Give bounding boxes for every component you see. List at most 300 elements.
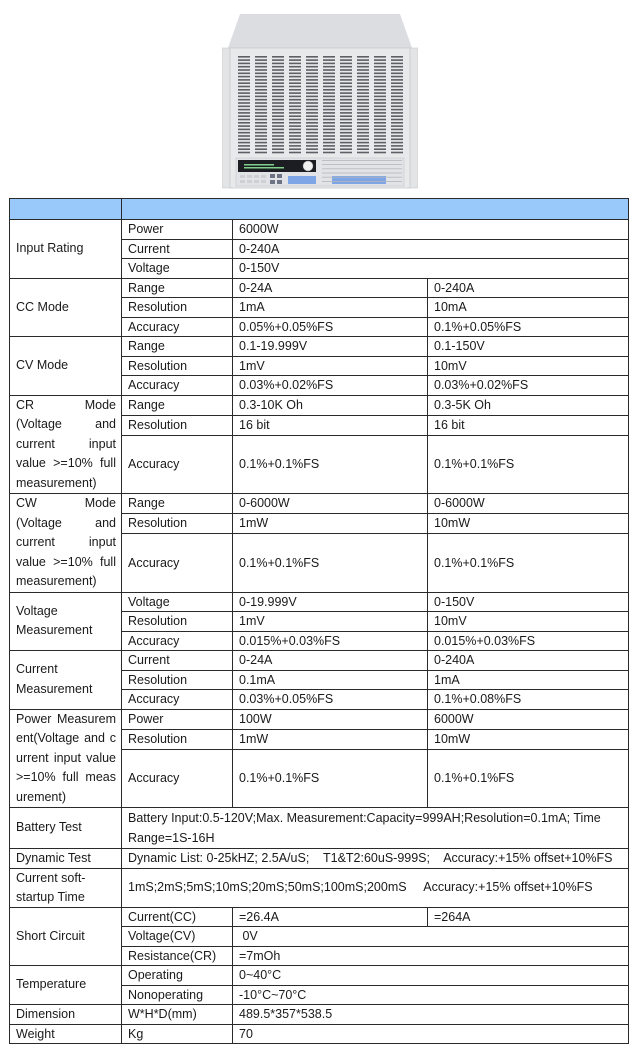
- vent-slot: [340, 99, 352, 101]
- vent-slot: [374, 145, 386, 147]
- value-cell: =7mOh: [233, 946, 629, 966]
- param-cell: Accuracy: [122, 376, 233, 396]
- group-power-measurement: Power Measurement(Voltage and current input value >=10% full measurement): [10, 709, 122, 808]
- vent-slot: [374, 92, 386, 94]
- vent-slot: [289, 86, 301, 88]
- vent-slot: [289, 148, 301, 150]
- high-range-cell: 0-240A: [428, 278, 629, 298]
- vent-slot: [272, 112, 284, 114]
- vent-slot: [323, 112, 335, 114]
- param-cell: Accuracy: [122, 690, 233, 710]
- param-cell: Kg: [122, 1024, 233, 1044]
- high-range-cell: 10mA: [428, 298, 629, 318]
- vent-slot: [272, 96, 284, 98]
- vent-slot: [306, 115, 318, 117]
- vent-slot: [391, 92, 403, 94]
- vent-slot: [374, 99, 386, 101]
- vent-slot: [340, 79, 352, 81]
- vent-slot: [391, 115, 403, 117]
- low-range-cell: 0.03%+0.05%FS: [233, 690, 428, 710]
- vent-slot: [340, 145, 352, 147]
- vent-slot: [255, 79, 267, 81]
- vent-slot: [374, 66, 386, 68]
- vent-slot: [357, 76, 369, 78]
- vent-slot: [323, 102, 335, 104]
- vent-slot: [272, 125, 284, 127]
- vent-slot: [255, 66, 267, 68]
- vent-slot: [238, 66, 250, 68]
- specification-table: [9, 198, 629, 1044]
- value-cell: -10°C~70°C: [233, 985, 629, 1005]
- vent-slot: [272, 86, 284, 88]
- low-range-cell: 0.1-19.999V: [233, 337, 428, 357]
- vent-slot: [374, 89, 386, 91]
- vent-slot: [238, 152, 250, 154]
- vent-slot: [272, 102, 284, 104]
- vent-slot: [323, 63, 335, 65]
- vent-slot: [323, 79, 335, 81]
- vent-slot: [272, 115, 284, 117]
- high-range-cell: 0.1%+0.1%FS: [428, 534, 629, 593]
- vent-slot: [255, 96, 267, 98]
- chassis-top: [228, 14, 412, 48]
- vent-slot: [255, 76, 267, 78]
- vent-slot: [391, 59, 403, 61]
- vent-slot: [323, 122, 335, 124]
- vent-slot: [272, 145, 284, 147]
- param-cell: Accuracy: [122, 631, 233, 651]
- vent-slot: [357, 125, 369, 127]
- param-cell: Voltage: [122, 259, 233, 279]
- vent-slot: [306, 56, 318, 58]
- vent-slot: [238, 56, 250, 58]
- vent-slot: [255, 152, 267, 154]
- vent-slot: [357, 73, 369, 75]
- param-cell: Accuracy: [122, 749, 233, 808]
- low-range-cell: 1mW: [233, 729, 428, 749]
- param-cell: Voltage: [122, 592, 233, 612]
- high-range-cell: 1mA: [428, 670, 629, 690]
- vent-slot: [323, 73, 335, 75]
- vent-slot: [255, 132, 267, 134]
- vent-slot: [357, 119, 369, 121]
- module-slot-line: [322, 177, 402, 178]
- vent-slot: [255, 82, 267, 84]
- group-input-rating: Input Rating: [10, 220, 122, 279]
- vent-slot: [323, 125, 335, 127]
- vent-slot: [289, 125, 301, 127]
- high-range-cell: 10mW: [428, 729, 629, 749]
- vent-slot: [391, 145, 403, 147]
- header-cell-spec: [122, 199, 629, 220]
- vent-slot: [272, 63, 284, 65]
- value-cell: 489.5*357*538.5: [233, 1005, 629, 1025]
- low-range-cell: =26.4A: [233, 907, 428, 927]
- param-cell: Resolution: [122, 514, 233, 534]
- vent-slot: [306, 109, 318, 111]
- vent-slot: [357, 106, 369, 108]
- vent-slot: [306, 129, 318, 131]
- vent-slot: [323, 139, 335, 141]
- vent-slot: [255, 112, 267, 114]
- vent-slot: [289, 135, 301, 137]
- vent-slot: [238, 79, 250, 81]
- vent-slot: [255, 122, 267, 124]
- vent-slot: [357, 139, 369, 141]
- vent-slot: [357, 112, 369, 114]
- vent-slot: [357, 96, 369, 98]
- vent-slot: [374, 112, 386, 114]
- electronic-load-illustration: [222, 14, 418, 190]
- vent-slot: [238, 69, 250, 71]
- vent-slot: [272, 132, 284, 134]
- vent-slot: [374, 139, 386, 141]
- vent-slot: [391, 148, 403, 150]
- vent-slot: [323, 119, 335, 121]
- vent-slot: [340, 109, 352, 111]
- value-cell: 0V: [233, 927, 629, 947]
- vent-slot: [272, 109, 284, 111]
- vent-slot: [323, 76, 335, 78]
- low-range-cell: 0-24A: [233, 651, 428, 671]
- table-row: [10, 709, 629, 729]
- value-cell: 70: [233, 1024, 629, 1044]
- group-battery-test: Battery Test: [10, 808, 122, 849]
- vent-slot: [272, 122, 284, 124]
- vent-slot: [374, 59, 386, 61]
- vent-slot: [289, 109, 301, 111]
- vent-slot: [238, 112, 250, 114]
- vent-slot: [238, 106, 250, 108]
- vent-slot: [306, 148, 318, 150]
- high-range-cell: 0.03%+0.02%FS: [428, 376, 629, 396]
- module-slot-line: [322, 173, 402, 174]
- table-row: [10, 868, 629, 907]
- vent-slot: [306, 119, 318, 121]
- vent-slot: [289, 69, 301, 71]
- low-range-cell: 1mV: [233, 612, 428, 632]
- vent-slot: [340, 89, 352, 91]
- table-row: [10, 849, 629, 869]
- vent-slot: [306, 122, 318, 124]
- vent-slot: [391, 129, 403, 131]
- param-cell: Accuracy: [122, 435, 233, 494]
- vent-slot: [340, 102, 352, 104]
- vent-slot: [340, 66, 352, 68]
- vent-slot: [289, 152, 301, 154]
- vent-slot: [272, 56, 284, 58]
- low-range-cell: 0-6000W: [233, 494, 428, 514]
- vent-slot: [374, 115, 386, 117]
- vent-slot: [391, 82, 403, 84]
- vent-slot: [374, 76, 386, 78]
- vent-slot: [306, 132, 318, 134]
- vent-slot: [238, 63, 250, 65]
- vent-slot: [374, 86, 386, 88]
- group-weight: Weight: [10, 1024, 122, 1044]
- vent-slot: [272, 99, 284, 101]
- vent-slot: [289, 139, 301, 141]
- vent-slot: [340, 63, 352, 65]
- vent-slot: [391, 89, 403, 91]
- low-range-cell: 0.015%+0.03%FS: [233, 631, 428, 651]
- vent-slot: [323, 69, 335, 71]
- vent-slot: [289, 82, 301, 84]
- group-soft-startup: Current soft-startup Time: [10, 868, 122, 907]
- high-range-cell: 6000W: [428, 709, 629, 729]
- vent-slot: [391, 122, 403, 124]
- rotary-knob: [303, 161, 313, 171]
- vent-slot: [306, 73, 318, 75]
- vent-slot: [272, 142, 284, 144]
- low-range-cell: 1mW: [233, 514, 428, 534]
- vent-slot: [374, 69, 386, 71]
- vent-slot: [340, 92, 352, 94]
- module-slot-line: [322, 160, 402, 161]
- vent-slot: [357, 122, 369, 124]
- vent-slot: [340, 106, 352, 108]
- vent-slot: [340, 142, 352, 144]
- high-range-cell: 0.1%+0.08%FS: [428, 690, 629, 710]
- vent-slot: [289, 102, 301, 104]
- vent-slot: [357, 102, 369, 104]
- vent-slot: [306, 135, 318, 137]
- vent-slot: [238, 59, 250, 61]
- vent-slot: [306, 76, 318, 78]
- vent-slot: [289, 63, 301, 65]
- vent-slot: [374, 119, 386, 121]
- vent-slot: [255, 69, 267, 71]
- vent-slot: [323, 92, 335, 94]
- table-row: [10, 494, 629, 514]
- table-row: [10, 1024, 629, 1044]
- value-cell: 0~40°C: [233, 966, 629, 986]
- vent-slot: [374, 135, 386, 137]
- vent-slot: [340, 59, 352, 61]
- vent-slot: [306, 79, 318, 81]
- low-range-cell: 0.03%+0.02%FS: [233, 376, 428, 396]
- vent-slot: [289, 145, 301, 147]
- vent-slot: [306, 59, 318, 61]
- vent-slot: [340, 76, 352, 78]
- vent-slot: [391, 73, 403, 75]
- vent-slot: [255, 119, 267, 121]
- vent-slot: [357, 63, 369, 65]
- vent-slot: [357, 79, 369, 81]
- vent-slot: [255, 102, 267, 104]
- vent-slot: [340, 135, 352, 137]
- vent-slot: [340, 96, 352, 98]
- vent-slot: [289, 59, 301, 61]
- vent-slot: [374, 82, 386, 84]
- vent-slot: [306, 86, 318, 88]
- vent-slot: [357, 69, 369, 71]
- vent-slot: [306, 142, 318, 144]
- low-range-cell: 1mA: [233, 298, 428, 318]
- param-cell: Nonoperating: [122, 985, 233, 1005]
- value-cell: 6000W: [233, 220, 629, 240]
- vent-slot: [238, 145, 250, 147]
- vent-slot: [323, 56, 335, 58]
- low-range-cell: 0-19.999V: [233, 592, 428, 612]
- vent-slot: [238, 119, 250, 121]
- vent-slot: [323, 89, 335, 91]
- param-cell: Resolution: [122, 415, 233, 435]
- module-slot-line: [322, 181, 402, 182]
- vent-slot: [272, 76, 284, 78]
- vent-slot: [323, 115, 335, 117]
- param-cell: Resolution: [122, 729, 233, 749]
- table-row: [10, 808, 629, 849]
- vent-slot: [323, 132, 335, 134]
- vent-slot: [306, 99, 318, 101]
- vent-slot: [340, 129, 352, 131]
- header-cell-category: [10, 199, 122, 220]
- vent-slot: [340, 132, 352, 134]
- table-row: [10, 907, 629, 927]
- vent-slot: [255, 129, 267, 131]
- vent-slot: [391, 139, 403, 141]
- vent-slot: [289, 73, 301, 75]
- vent-slot: [323, 148, 335, 150]
- vent-slot: [374, 142, 386, 144]
- vent-slot: [391, 99, 403, 101]
- high-range-cell: 0.1-150V: [428, 337, 629, 357]
- vent-slot: [272, 92, 284, 94]
- vent-slot: [238, 99, 250, 101]
- vent-slot: [340, 122, 352, 124]
- vent-slot: [391, 69, 403, 71]
- vent-slot: [238, 96, 250, 98]
- param-cell: Resolution: [122, 612, 233, 632]
- value-cell: 0-240A: [233, 239, 629, 259]
- vent-slot: [357, 59, 369, 61]
- vent-slot: [340, 125, 352, 127]
- vent-slot: [255, 59, 267, 61]
- param-cell: Current: [122, 239, 233, 259]
- vent-slot: [391, 79, 403, 81]
- vent-slot: [289, 99, 301, 101]
- group-cr-mode: CR Mode (Voltage and current input value >=10% full measurement): [10, 395, 122, 494]
- vent-slot: [238, 139, 250, 141]
- group-short-circuit: Short Circuit: [10, 907, 122, 966]
- vent-slot: [391, 86, 403, 88]
- vent-slot: [391, 125, 403, 127]
- vent-slot: [238, 148, 250, 150]
- param-cell: Power: [122, 709, 233, 729]
- vent-slot: [357, 132, 369, 134]
- vent-slot: [238, 125, 250, 127]
- vent-slot: [255, 135, 267, 137]
- vent-slot: [255, 92, 267, 94]
- vent-slot: [289, 76, 301, 78]
- vent-slot: [238, 82, 250, 84]
- vent-slot: [357, 109, 369, 111]
- group-dimension: Dimension: [10, 1005, 122, 1025]
- high-range-cell: =264A: [428, 907, 629, 927]
- param-cell: Resolution: [122, 356, 233, 376]
- param-cell: Range: [122, 278, 233, 298]
- vent-slot: [340, 86, 352, 88]
- param-cell: W*H*D(mm): [122, 1005, 233, 1025]
- param-cell: Accuracy: [122, 317, 233, 337]
- vent-slot: [323, 86, 335, 88]
- vent-slot: [374, 63, 386, 65]
- low-range-cell: 0.1%+0.1%FS: [233, 749, 428, 808]
- vent-slot: [391, 152, 403, 154]
- value-cell: Dynamic List: 0-25kHZ; 2.5A/uS; T1&T2:60uS-999S; Accuracy:+15% offset+10%FS: [122, 849, 629, 869]
- vent-slot: [289, 119, 301, 121]
- vent-slot: [391, 106, 403, 108]
- param-cell: Range: [122, 395, 233, 415]
- vent-slot: [289, 129, 301, 131]
- vent-slot: [374, 109, 386, 111]
- vent-slot: [289, 96, 301, 98]
- param-cell: Resolution: [122, 298, 233, 318]
- vent-slot: [272, 119, 284, 121]
- vent-slot: [306, 63, 318, 65]
- vent-slot: [391, 66, 403, 68]
- vent-slot: [272, 79, 284, 81]
- vent-slot: [306, 152, 318, 154]
- vent-slot: [306, 112, 318, 114]
- high-range-cell: 0.1%+0.1%FS: [428, 749, 629, 808]
- vent-slot: [238, 89, 250, 91]
- high-range-cell: 0.1%+0.1%FS: [428, 435, 629, 494]
- vent-slot: [357, 129, 369, 131]
- vent-slot: [391, 63, 403, 65]
- vent-slot: [289, 122, 301, 124]
- vent-slot: [289, 89, 301, 91]
- vent-slot: [357, 115, 369, 117]
- vent-slot: [323, 129, 335, 131]
- high-range-cell: 0.1%+0.05%FS: [428, 317, 629, 337]
- vent-slot: [306, 145, 318, 147]
- vent-slot: [306, 82, 318, 84]
- high-range-cell: 0.3-5K Oh: [428, 395, 629, 415]
- vent-slot: [323, 109, 335, 111]
- param-cell: Current: [122, 651, 233, 671]
- vent-slot: [255, 99, 267, 101]
- vent-slot: [374, 96, 386, 98]
- vent-slot: [272, 106, 284, 108]
- vent-slot: [255, 139, 267, 141]
- param-cell: Resolution: [122, 670, 233, 690]
- table-row: [10, 651, 629, 671]
- vent-slot: [323, 99, 335, 101]
- high-range-cell: 10mV: [428, 356, 629, 376]
- vent-slot: [340, 112, 352, 114]
- vent-slot: [374, 73, 386, 75]
- low-range-cell: 100W: [233, 709, 428, 729]
- vent-slot: [357, 89, 369, 91]
- vent-slot: [391, 135, 403, 137]
- param-cell: Accuracy: [122, 534, 233, 593]
- vent-slot: [306, 66, 318, 68]
- vent-slot: [272, 152, 284, 154]
- group-voltage-measurement: Voltage Measurement: [10, 592, 122, 651]
- vent-slot: [323, 96, 335, 98]
- low-range-cell: 0.05%+0.05%FS: [233, 317, 428, 337]
- vent-slot: [255, 89, 267, 91]
- vent-slot: [340, 139, 352, 141]
- product-image: [222, 14, 418, 190]
- group-dynamic-test: Dynamic Test: [10, 849, 122, 869]
- vent-slot: [238, 122, 250, 124]
- param-cell: Voltage(CV): [122, 927, 233, 947]
- vent-slot: [340, 82, 352, 84]
- vent-slot: [272, 129, 284, 131]
